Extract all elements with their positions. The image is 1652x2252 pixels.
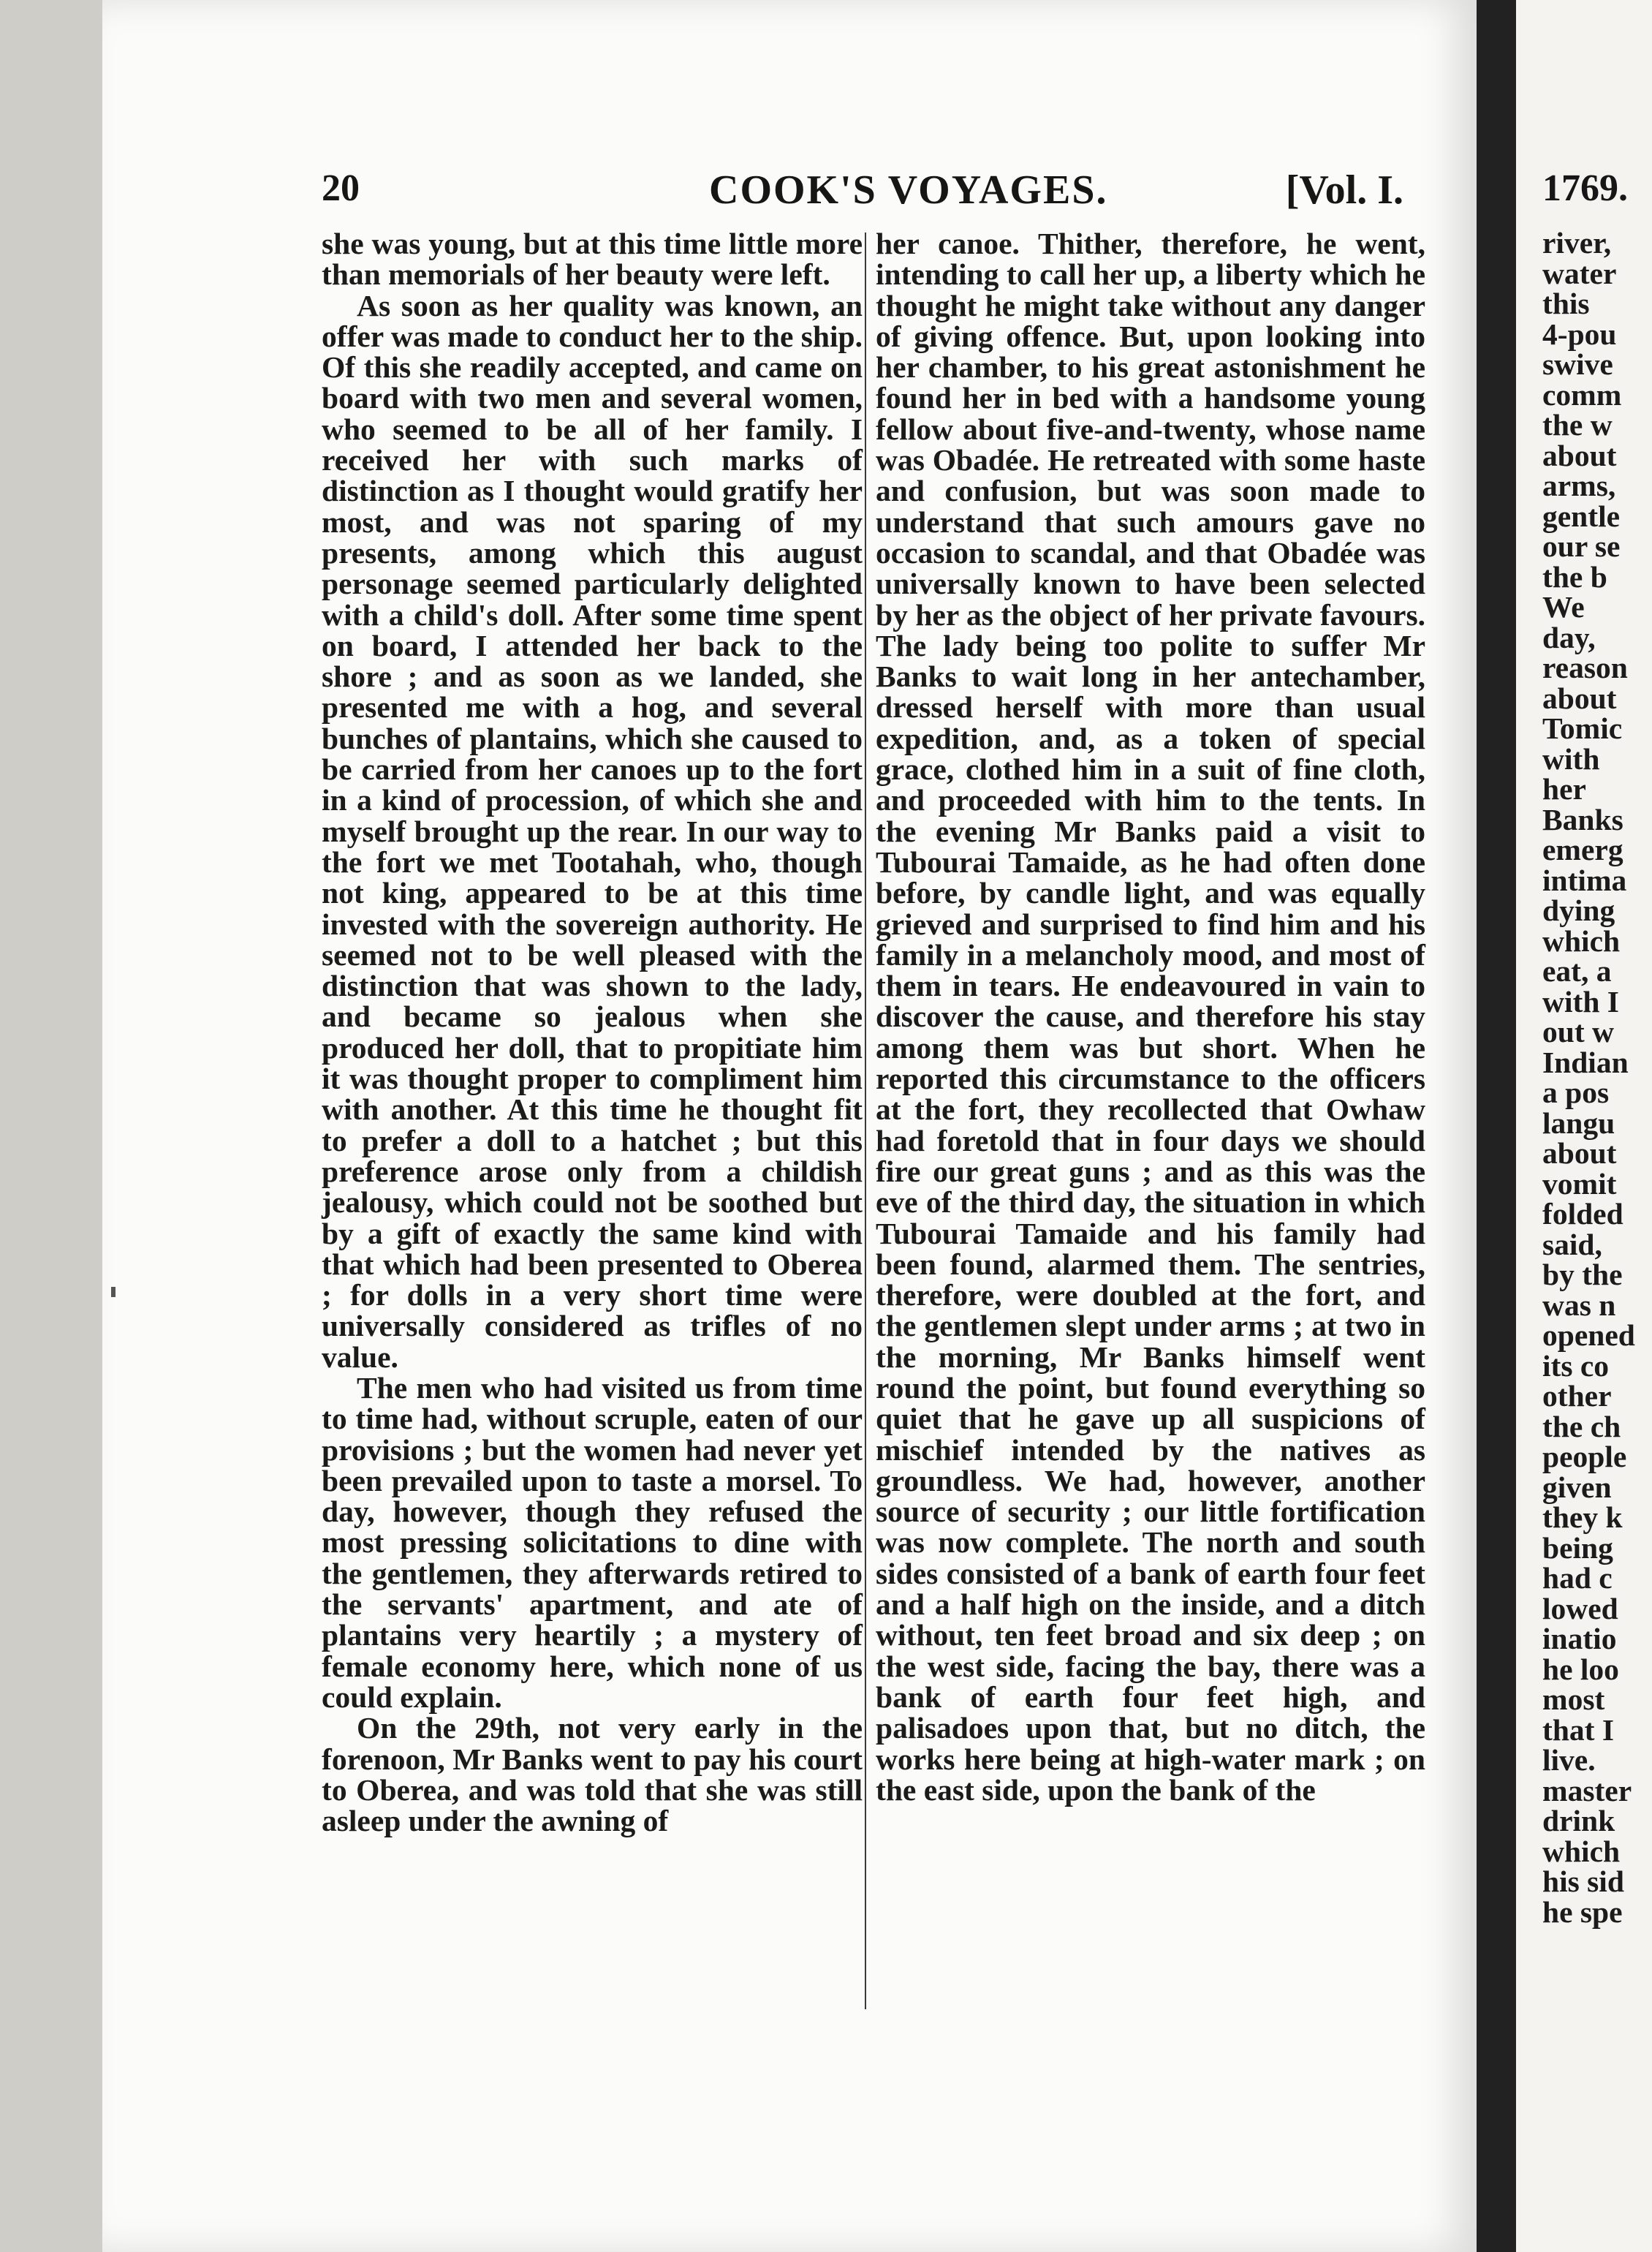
facing-page-line: opened [1542,1318,1635,1352]
text-column-left [322,228,863,1836]
facing-page-line: vomit [1542,1166,1617,1201]
edge-speck [111,1287,115,1297]
facing-page [1516,0,1652,2252]
running-header [322,167,1418,218]
facing-page-line: water [1542,256,1617,290]
facing-page-line: comm [1542,377,1622,412]
facing-page-line: most [1542,1682,1605,1716]
facing-page-line: other [1542,1379,1612,1413]
facing-page-line: We [1542,590,1585,624]
facing-page-line: by the [1542,1258,1623,1291]
facing-page-line: the ch [1542,1409,1621,1443]
facing-page-line: 4-pou [1542,317,1617,351]
facing-page-line: about [1542,681,1617,715]
facing-page-line: eat, a [1542,954,1612,988]
facing-page-line: intima [1542,863,1627,897]
facing-page-line: a pos [1542,1076,1610,1109]
facing-page-line: lowed [1542,1591,1618,1625]
paragraph: The men who had visited us from time to time had, without scruple, eaten of our provisions ; but the women had never yet been prevailed upon to taste a morsel. To day, however, though they refused the most pressing solicitations to dine with the gentlemen, they afterwards retired to the servants' apartment, and ate of plantains very heartily ; a mystery of female economy here, which none of us could explain. [322,1370,863,1714]
facing-page-line: river, [1542,226,1612,260]
facing-page-line: about [1542,1136,1617,1170]
paragraph: her canoe. Thither, therefore, he went, intending to call her up, a liberty which he thought he might take without any danger of giving offence. But, upon looking into her chamber, to his great astonishment he found her in bed with a handsome young fellow about five-and-twenty, whose name was Obadée. He retreated with some haste and confusion, but was soon made to understand that such amours gave no occasion to scandal, and that Obadée was universally known to have been selected by her as the object of her private favours. The lady being too polite to suffer Mr Banks to wait long in her antechamber, dressed herself with more than usual expedition, and, as a token of special grace, clothed him in a suit of fine cloth, and proceeded with him to the tents. In the evening Mr Banks paid a visit to Tubourai Tamaide, as he had often done before, by candle light, and was equally grieved and surprised to find him and his family in a melancholy mood, and most of them in tears. He endeavoured in vain to discover the cause, and therefore his stay among them was but short. When he reported this circumstance to the officers at the fort, they recollected that Owhaw had foretold that in four days we should fire our great guns ; and as this was the eve of the third day, the situation in which Tubourai Tamaide and his family had been found, alarmed them. The sentries, therefore, were doubled at the fort, and the gentlemen slept under arms ; at two in the morning, Mr Banks himself went round the point, but found everything so quiet that he gave up all suspicions of mischief intended by the natives as groundless. We had, however, another source of security ; our little fortification was now complete. The north and south sides consisted of a bank of earth four feet and a half high on the inside, and a ditch without, ten feet broad and six deep ; on the west side, facing the bay, there was a bank of earth four feet high, and palisadoes upon that, but no ditch, the works here being at high-water mark ; on the east side, upon the bank of the [876,227,1425,1807]
facing-page-line: he loo [1542,1652,1619,1686]
facing-page-line: had c [1542,1561,1613,1595]
facing-page-text [1542,228,1635,1927]
facing-page-line: they k [1542,1500,1623,1534]
facing-page-line: emerg [1542,833,1623,866]
running-title: COOK'S VOYAGES. [709,167,1108,213]
column-divider [865,233,866,2009]
facing-page-line: the w [1542,408,1613,442]
facing-page-line: which [1542,923,1621,958]
facing-page-line: with I [1542,984,1619,1019]
text-column-right [876,228,1425,1805]
paragraph: On the 29th, not very early in the forenoon, Mr Banks went to pay his court to Oberea, and was told that she was still asleep under the awning of [322,1711,863,1838]
facing-page-line: people [1542,1440,1627,1473]
facing-page-line: our se [1542,529,1621,563]
facing-page-line: that I [1542,1712,1614,1747]
facing-page-line: out w [1542,1015,1614,1048]
book-spine [1477,0,1516,2252]
facing-page-line: folded [1542,1197,1623,1231]
volume-label: [Vol. I. [1285,167,1403,213]
facing-page-line: his sid [1542,1864,1624,1898]
facing-page-line: swive [1542,347,1613,381]
facing-page-line: the b [1542,559,1607,594]
facing-page-header: 1769. [1542,167,1628,209]
facing-page-line: inatio [1542,1622,1617,1655]
facing-page-line: which [1542,1834,1621,1868]
facing-page-line: about [1542,438,1617,472]
paragraph: she was young, but at this time little more than memorials of her beauty were left. [322,227,863,292]
facing-page-line: live. [1542,1743,1596,1777]
facing-page-line: langu [1542,1106,1615,1140]
facing-page-line: Indian [1542,1045,1629,1079]
facing-page-line: Banks [1542,802,1623,836]
facing-page-line: reason [1542,651,1628,684]
facing-page-line: with [1542,741,1600,776]
facing-page-line: given [1542,1470,1612,1504]
facing-page-line: Tomic [1542,711,1623,745]
facing-page-line: this [1542,287,1590,320]
facing-page-line: being [1542,1530,1613,1565]
facing-page-line: master [1542,1773,1632,1807]
facing-page-line: said, [1542,1227,1602,1261]
facing-page-line: drink [1542,1804,1615,1837]
page-number: 20 [322,167,360,209]
facing-page-line: day, [1542,620,1596,654]
facing-page-line: he spe [1542,1894,1623,1929]
facing-page-line: arms, [1542,469,1616,502]
facing-page-line: her [1542,772,1586,806]
facing-page-line: was n [1542,1288,1616,1322]
facing-page-line: gentle [1542,499,1621,533]
facing-page-line: dying [1542,893,1615,927]
paragraph: As soon as her quality was known, an offer was made to conduct her to the ship. Of this she readily accepted, and came on board with two men and several women, who seemed to be all of her family. I received her with such marks of distinction as I thought would gratify her most, and was not sparing of my presents, among which this august personage seemed particularly delighted with a child's doll. After some time spent on board, I attended her back to the shore ; and as soon as we landed, she presented me with a hog, and several bunches of plantains, which she caused to be carried from her canoes up to the fort in a kind of procession, of which she and myself brought up the rear. In our way to the fort we met Tootahah, who, though not king, appeared to be at this time invested with the sovereign authority. He seemed not to be well pleased with the distinction that was shown to the lady, and became so jealous when she produced her doll, that to propitiate him it was thought proper to compliment him with another. At this time he thought fit to prefer a doll to a hatchet ; but this preference arose only from a childish jealousy, which could not be soothed but by a gift of exactly the same kind with that which had been presented to Oberea ; for dolls in a very short time were universally considered as trifles of no value. [322,288,863,1374]
facing-page-line: its co [1542,1348,1610,1383]
